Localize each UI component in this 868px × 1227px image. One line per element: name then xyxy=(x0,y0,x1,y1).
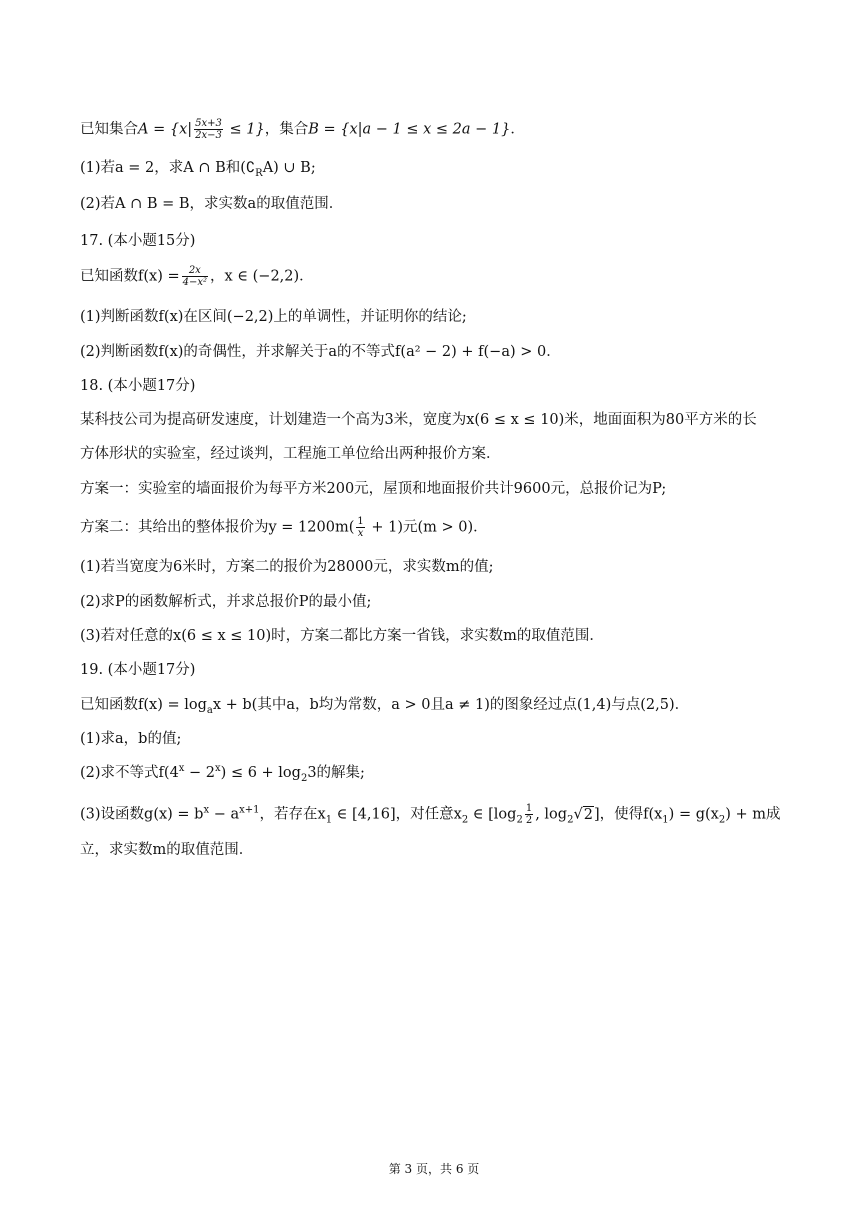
q16-stem-end: ． xyxy=(510,121,525,138)
q19-part3-fraction xyxy=(525,803,533,826)
q18-plan2-denominator: x xyxy=(357,528,364,539)
q17-stem-text: 已知函数f(x) = xyxy=(80,268,180,285)
q19-stem-sub: a xyxy=(206,704,213,716)
q19-part2-b: − 2 xyxy=(184,765,216,781)
q18-header: 18. (本小题17分) xyxy=(80,378,196,394)
q17-denominator: 4−x² xyxy=(182,277,208,288)
q19-part3-sup1: x xyxy=(203,804,210,816)
q16-part1 xyxy=(80,158,316,178)
q19-header: 19. (本小题17分) xyxy=(80,662,196,678)
q19-stem xyxy=(80,695,689,715)
q16-stem-text-2: ，集合 xyxy=(264,121,309,138)
q19-part3-sup2: x+1 xyxy=(239,804,260,816)
q19-part3-g: ]，使得f(x xyxy=(593,806,663,823)
q19-part3-numerator: 1 xyxy=(525,803,533,814)
q18-plan2-fraction xyxy=(356,516,364,539)
q19-part3-f: , log xyxy=(535,806,568,823)
q19-part3-sub4: 2 xyxy=(567,814,574,826)
q18-plan1: 方案一：实验室的墙面报价为每平方米200元，屋顶和地面报价共计9600元，总报价记为P; xyxy=(80,481,667,497)
q19-part3-sub5: 1 xyxy=(662,814,669,826)
q18-plan2-numerator: 1 xyxy=(357,516,364,527)
q19-part3-sub3: 2 xyxy=(516,814,523,826)
sqrt-icon: √ xyxy=(573,806,583,823)
q17-stem-end: ，x ∈ (−2,2)． xyxy=(210,268,314,285)
q18-plan2-end: + 1)元(m > 0)． xyxy=(366,519,488,536)
q19-part3-a: (3)设函数g(x) = b xyxy=(80,806,204,823)
q18-stem-line1: 某科技公司为提高研发速度，计划建造一个高为3米，宽度为x(6 ≤ x ≤ 10)米，地面面积为80平方米的长 xyxy=(80,412,757,428)
q19-part2-sub: 2 xyxy=(300,772,308,784)
q19-part3-sub6: 2 xyxy=(718,814,726,826)
q19-part3-denominator: 2 xyxy=(525,815,533,826)
q19-part3-b: − a xyxy=(209,806,240,823)
q18-part2: (2)求P的函数解析式，并求总报价P的最小值; xyxy=(80,594,372,610)
q19-part3-sub2: 2 xyxy=(461,814,469,826)
q17-header: 17. (本小题15分) xyxy=(80,233,196,249)
q19-part3-line2: 立，求实数m的取值范围． xyxy=(80,842,254,858)
set-a-right: ≤ 1} xyxy=(224,121,265,138)
q19-part3 xyxy=(80,803,780,826)
q18-part3: (3)若对任意的x(6 ≤ x ≤ 10)时，方案二都比方案一省钱，求实数m的取值范围． xyxy=(80,628,604,644)
set-a-fraction xyxy=(194,118,223,141)
q19-part3-i: ) + m成 xyxy=(725,806,781,823)
q19-stem-text: 已知函数f(x) = log xyxy=(80,697,207,713)
q19-part2-a: (2)求不等式f(4 xyxy=(80,765,179,781)
q19-stem-end: x + b(其中a，b均为常数，a > 0且a ≠ 1)的图象经过点(1,4)与点(2,5)． xyxy=(212,697,690,713)
q16-part2: (2)若A ∩ B = B，求实数a的取值范围． xyxy=(80,196,344,212)
set-b: B = {x|a − 1 ≤ x ≤ 2a − 1} xyxy=(308,121,511,138)
q16-stem xyxy=(80,118,525,141)
q18-part1: (1)若当宽度为6米时，方案二的报价为28000元，求实数m的值; xyxy=(80,559,494,575)
q16-part1-sub: R xyxy=(255,167,263,179)
q19-part3-d: ∈ [4,16]，对任意x xyxy=(332,806,462,823)
q19-part3-h: ) = g(x xyxy=(668,806,719,823)
q18-stem-line2: 方体形状的实验室，经过谈判，工程施工单位给出两种报价方案． xyxy=(80,446,501,462)
q16-part1-text: (1)若a = 2，求A ∩ B和(∁ xyxy=(80,160,256,176)
q19-part2-sup2: x xyxy=(215,763,221,775)
q16-part1-end: A) ∪ B; xyxy=(262,160,316,176)
q19-part3-e: ∈ [log xyxy=(468,806,517,823)
set-a-denominator: 2x−3 xyxy=(195,130,222,141)
q19-part3-sqrt-arg: 2 xyxy=(583,806,593,823)
q17-stem xyxy=(80,265,314,288)
q19-part3-c: ，若存在x xyxy=(259,806,326,823)
q18-plan2 xyxy=(80,516,488,539)
q17-part1: (1)判断函数f(x)在区间(−2,2)上的单调性，并证明你的结论; xyxy=(80,309,467,325)
q17-fraction xyxy=(182,265,208,288)
q19-part2-sup1: x xyxy=(178,763,185,775)
set-a-left: A = {x| xyxy=(138,121,193,138)
q19-part2-c: ) ≤ 6 + log xyxy=(220,765,301,781)
q19-part1: (1)求a，b的值; xyxy=(80,731,182,747)
q19-part2-d: 3的解集; xyxy=(307,765,365,781)
q17-numerator: 2x xyxy=(182,265,208,277)
q16-stem-text: 已知集合 xyxy=(80,121,138,138)
set-a-numerator: 5x+3 xyxy=(195,118,222,129)
q17-part2: (2)判断函数f(x)的奇偶性，并求解关于a的不等式f(a² − 2) + f(−a) > 0． xyxy=(80,344,561,360)
q19-part3-sub1: 1 xyxy=(325,814,333,826)
q19-part2 xyxy=(80,763,365,783)
page-footer: 第 3 页，共 6 页 xyxy=(388,1162,480,1176)
q18-plan2-text: 方案二：其给出的整体报价为y = 1200m( xyxy=(80,519,355,536)
